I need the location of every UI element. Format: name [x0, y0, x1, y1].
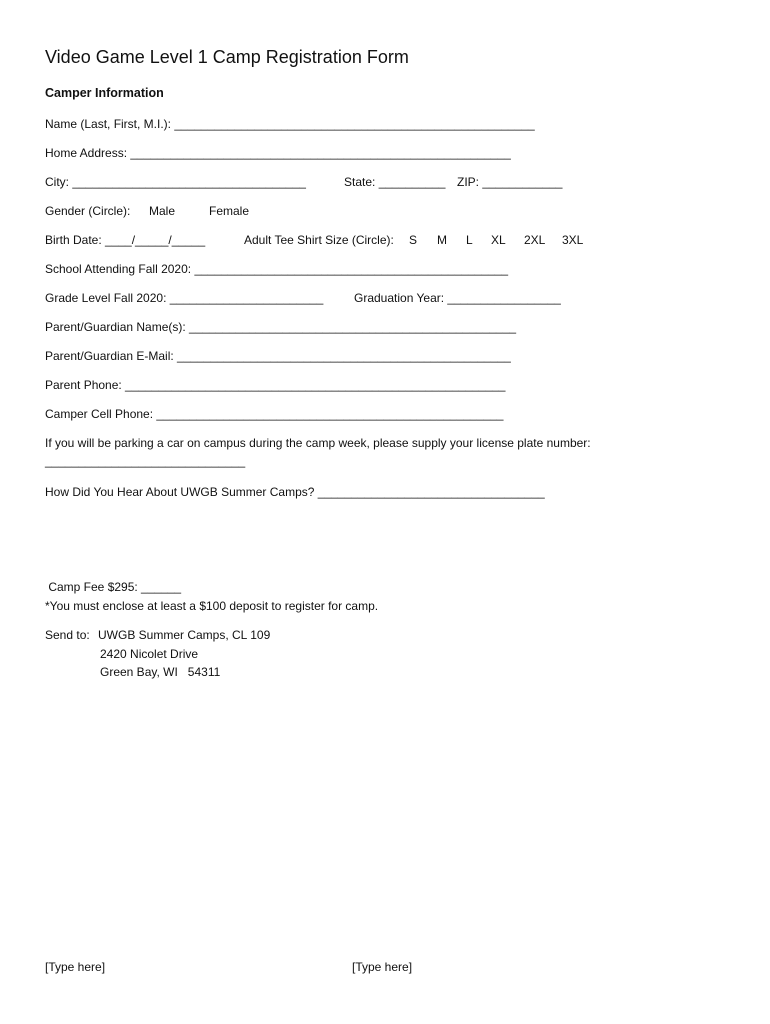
mailing-address-line-2: 2420 Nicolet Drive — [100, 647, 199, 661]
shirt-size-xl[interactable]: XL — [491, 233, 506, 247]
shirt-size-s[interactable]: S — [409, 233, 418, 247]
graduation-year-field[interactable]: Graduation Year: _________________ — [354, 291, 561, 305]
shirt-size-2xl[interactable]: 2XL — [524, 233, 546, 247]
city-field[interactable]: City: ___________________________________ — [45, 175, 306, 189]
grade-level-field[interactable]: Grade Level Fall 2020: _______________________ — [45, 291, 324, 305]
mailing-address-line-1: UWGB Summer Camps, CL 109 — [98, 628, 271, 642]
shirt-size-l[interactable]: L — [466, 233, 473, 247]
shirt-size-3xl[interactable]: 3XL — [562, 233, 584, 247]
mailing-address-line-3: Green Bay, WI 54311 — [100, 665, 221, 679]
camp-fee-field[interactable]: Camp Fee $295: ______ — [45, 580, 182, 594]
birth-date-field[interactable]: Birth Date: ____/_____/_____ — [45, 233, 206, 247]
parent-phone-field[interactable]: Parent Phone: _________________________________________________________ — [45, 378, 506, 392]
state-field[interactable]: State: __________ — [344, 175, 446, 189]
footer-right-placeholder[interactable]: [Type here] — [352, 960, 413, 974]
shirt-size-label: Adult Tee Shirt Size (Circle): — [244, 233, 394, 247]
form-title: Video Game Level 1 Camp Registration Form — [45, 47, 409, 67]
parking-instructions: If you will be parking a car on campus during the camp week, please supply your license plate number: — [45, 436, 591, 450]
gender-option-female[interactable]: Female — [209, 204, 250, 218]
shirt-size-m[interactable]: M — [437, 233, 447, 247]
section-heading: Camper Information — [45, 86, 164, 100]
gender-label: Gender (Circle): — [45, 204, 131, 218]
parent-name-field[interactable]: Parent/Guardian Name(s): _________________________________________________ — [45, 320, 517, 334]
footer-left-placeholder[interactable]: [Type here] — [45, 960, 106, 974]
school-field[interactable]: School Attending Fall 2020: _______________________________________________ — [45, 262, 509, 276]
deposit-note: *You must enclose at least a $100 deposit to register for camp. — [45, 599, 379, 613]
zip-field[interactable]: ZIP: ____________ — [457, 175, 563, 189]
parent-email-field[interactable]: Parent/Guardian E-Mail: __________________________________________________ — [45, 349, 511, 363]
name-field[interactable]: Name (Last, First, M.I.): ______________________________________________________ — [45, 117, 535, 131]
hear-about-field[interactable]: How Did You Hear About UWGB Summer Camps? __________________________________ — [45, 485, 545, 499]
license-plate-field[interactable]: ______________________________ — [45, 454, 246, 468]
camper-cell-field[interactable]: Camper Cell Phone: ____________________________________________________ — [45, 407, 504, 421]
gender-option-male[interactable]: Male — [149, 204, 176, 218]
send-to-label: Send to: — [45, 628, 90, 642]
home-address-field[interactable]: Home Address: _________________________________________________________ — [45, 146, 511, 160]
